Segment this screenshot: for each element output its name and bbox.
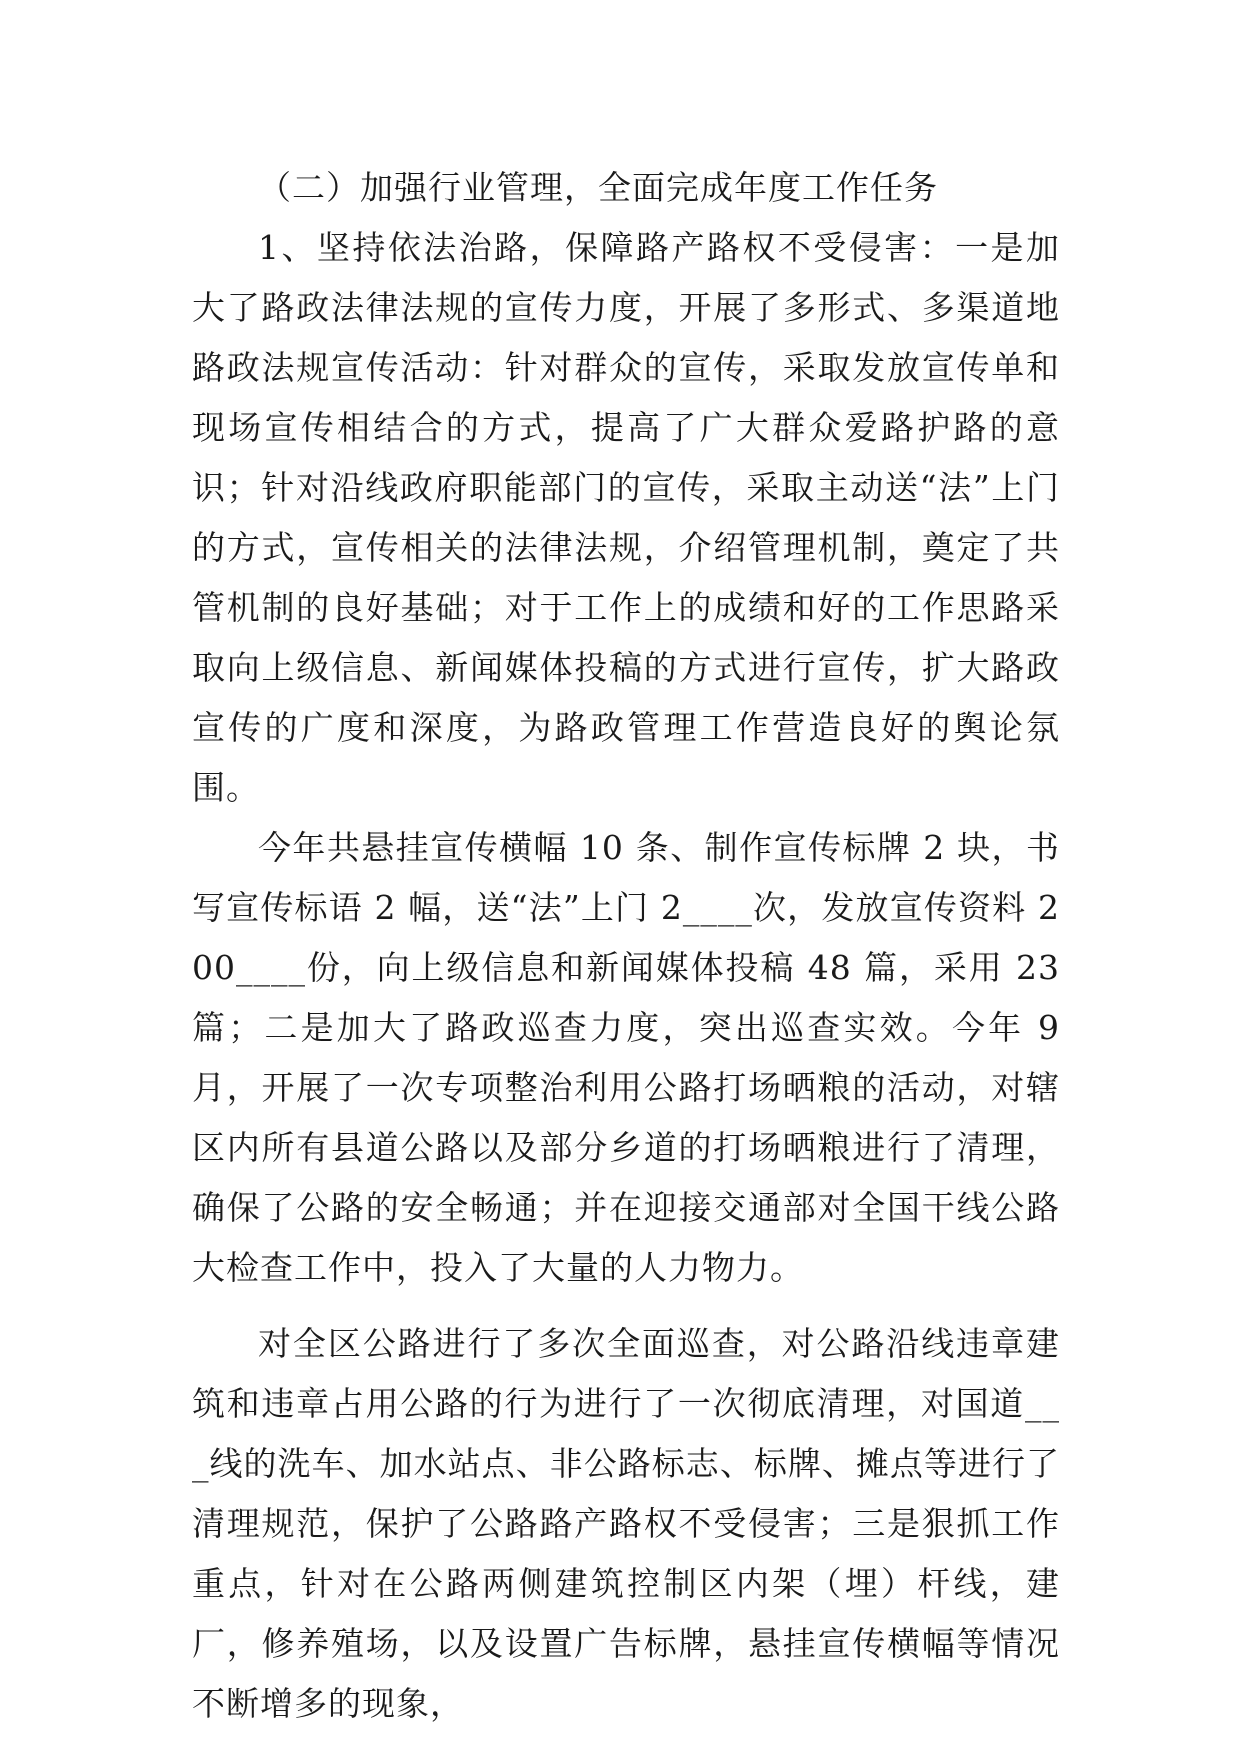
paragraph-1: 1、坚持依法治路，保障路产路权不受侵害：一是加大了路政法律法规的宣传力度，开展了多形式、多渠道地路政法规宣传活动：针对群众的宣传，采取发放宣传单和现场宣传相结合的方式，提高了广大群众爱路护路的意识；针对沿线政府职能部门的宣传，采取主动送“法”上门的方式，宣传相关的法律法规，介绍管理机制，奠定了共管机制的良好基础；对于工作上的成绩和好的工作思路采取向上级信息、新闻媒体投稿的方式进行宣传，扩大路政宣传的广度和深度，为路政管理工作营造良好的舆论氛围。 [192,228,1060,807]
document-body [192,158,1072,1734]
paragraph-3: 对全区公路进行了多次全面巡查，对公路沿线违章建筑和违章占用公路的行为进行了一次彻底清理，对国道___线的洗车、加水站点、非公路标志、标牌、摊点等进行了清理规范，保护了公路路产路权不受侵害；三是狠抓工作重点，针对在公路两侧建筑控制区内架（埋）杆线，建厂，修养殖场，以及设置广告标牌，悬挂宣传横幅等情况不断增多的现象， [192,1324,1060,1723]
section-heading: （二）加强行业管理，全面完成年度工作任务 [258,168,938,207]
paragraph-2: 今年共悬挂宣传横幅 10 条、制作宣传标牌 2 块，书写宣传标语 2 幅，送“法”上门 2____次，发放宣传资料 200____份，向上级信息和新闻媒体投稿 48 篇，采用 23 篇；二是加大了路政巡查力度，突出巡查实效。今年 9 月，开展了一次专项整治利用公路打场晒粮的活动，对辖区内所有县道公路以及部分乡道的打场晒粮进行了清理，确保了公路的安全畅通；并在迎接交通部对全国干线公路大检查工作中，投入了大量的人力物力。 [192,828,1072,1287]
